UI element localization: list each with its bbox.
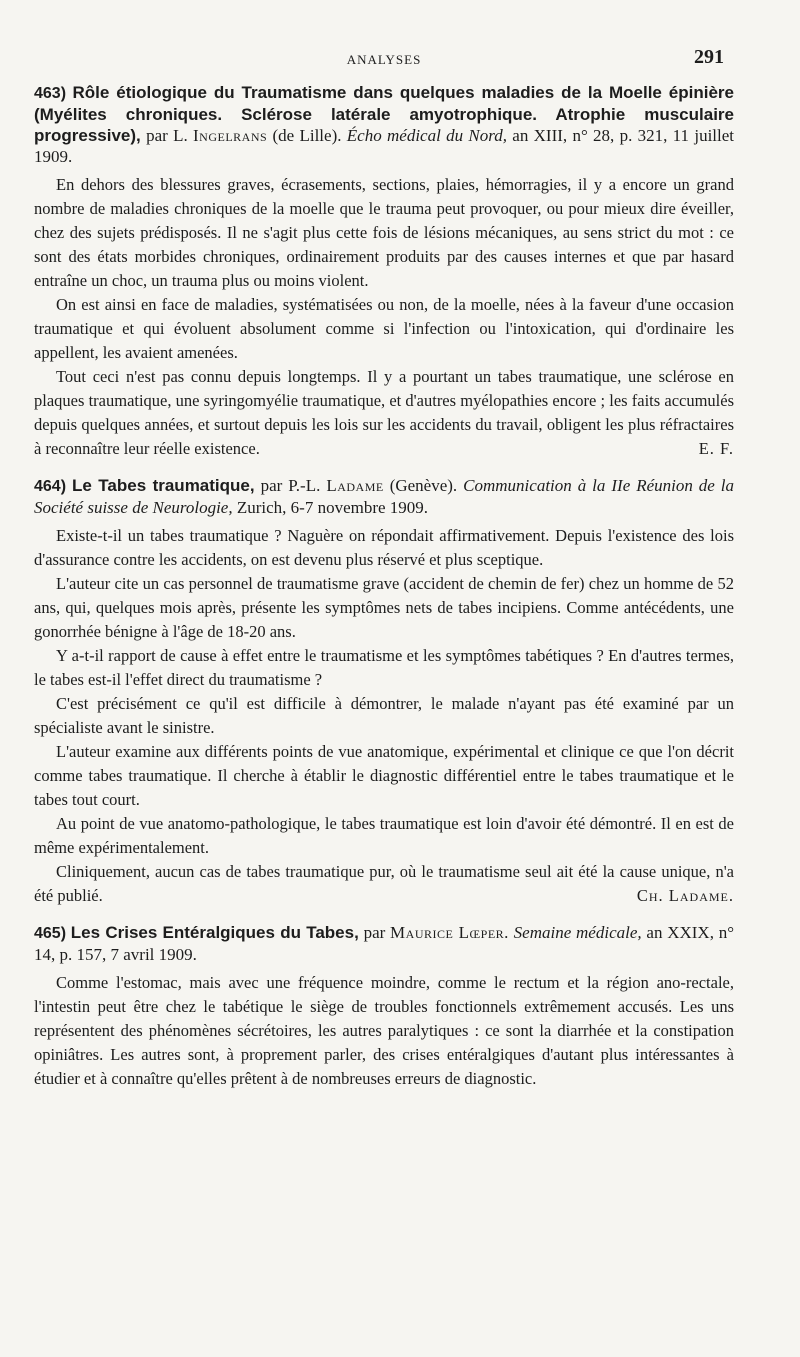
entry-heading [34, 475, 734, 518]
paragraph-text: Cliniquement, aucun cas de tabes traumatique pur, où le traumatisme seul ait été la cause unique, n'a été publié. [34, 862, 734, 905]
entry-number: 463) [34, 85, 67, 102]
entry-title: Rôle étiologique du Traumatisme dans quelques maladies de la Moelle épinière (Myélites chroniques. Sclérose latérale amyotrophique. Atrophie musculaire progressive), [34, 83, 735, 145]
paragraph: Au point de vue anatomo-pathologique, le tabes traumatique est loin d'avoir été démontré. Il en est de même expérimentalement. [34, 814, 734, 857]
paragraph: Y a-t-il rapport de cause à effet entre le traumatisme et les symptômes tabétiques ? En d'autres termes, le tabes est-il l'effet direct du traumatisme ? [34, 646, 734, 689]
running-head [34, 38, 734, 68]
entry-number: 465) [34, 925, 67, 942]
entry-title: Les Crises Entéralgiques du Tabes, [70, 923, 359, 942]
running-title: ANALYSES [346, 52, 422, 67]
entry-465 [34, 922, 734, 1091]
entry-author-place: (de Lille). [272, 126, 342, 145]
entry-by: par [363, 923, 386, 942]
paragraph: En dehors des blessures graves, écrasements, sections, plaies, hémorragies, il y a encore un grand nombre de maladies chroniques de la moelle que le trauma peut provoquer, ou pour mieux dire éveiller, chez des sujets prédisposés. Il ne s'agit plus cette fois de lésions mécaniques, au sens strict du mot : ce sont des états morbides chroniques, ordinairement produits par des causes internes et que par hasard entraîne un choc, un trauma plus ou moins violent. [34, 175, 734, 290]
paragraph: Comme l'estomac, mais avec une fréquence moindre, comme le rectum et la région ano-rectale, l'intestin peut être chez le tabétique le siège de troubles fonctionnels extrêmement accusés. Les uns représentent des phénomènes sécrétoires, les autres paralytiques : ce sont la diarrhée et la constipation opiniâtres. Les autres sont, à proprement parler, des crises entéralgiques d'autant plus intéressantes à étudier et à connaître qu'elles prêtent à de nombreuses erreurs de diagnostic. [34, 973, 734, 1088]
entry-heading [34, 82, 734, 167]
entry-citation: an XXIX, n° 14, p. 157, 7 avril 1909. [34, 923, 735, 964]
entry-by: par L. [146, 126, 188, 145]
entry-title: Le Tabes traumatique, [72, 476, 255, 495]
paragraph: Existe-t-il un tabes traumatique ? Naguère on répondait affirmativement. Depuis l'existence des lois d'assurance contre les accidents, on est devenu plus réservé et plus sceptique. [34, 526, 734, 569]
entry-author: Ingelrans [193, 126, 268, 145]
entry-journal: Semaine médicale, [513, 923, 642, 942]
entry-heading [34, 922, 734, 965]
signature: Ch. Ladame. [636, 886, 734, 905]
paragraph [34, 860, 734, 908]
entry-journal: Communication à la IIe Réunion de la Société suisse de Neurologie, [34, 476, 735, 517]
entry-journal: Écho médical du Nord, [346, 126, 507, 145]
paragraph: L'auteur cite un cas personnel de traumatisme grave (accident de chemin de fer) chez un homme de 52 ans, qui, quelques mois après, présente les symptômes nets de tabes incipiens. Comme antécédents, une gonorrhée bénigne à l'âge de 18-20 ans. [34, 574, 734, 641]
entry-number: 464) [34, 478, 67, 495]
entry-463 [34, 82, 734, 461]
paragraph: On est ainsi en face de maladies, systématisées ou non, de la moelle, nées à la faveur d'une occasion traumatique et qui évoluent absolument comme si l'infection ou l'intoxication, qui d'ordinaire les appellent, les avaient amenées. [34, 295, 734, 362]
entry-citation: an XIII, n° 28, p. 321, 11 juillet 1909. [34, 126, 735, 166]
page-number: 291 [694, 46, 724, 68]
entry-464 [34, 475, 734, 908]
paragraph-text: Tout ceci n'est pas connu depuis longtemps. Il y a pourtant un tabes traumatique, une sclérose en plaques traumatique, une syringomyélie traumatique, et d'autres myélopathies encore ; les faits accumulés depuis quelques années, et surtout depuis les lois sur les accidents du travail, obligent les plus réfractaires à reconnaître leur réelle existence. [34, 367, 734, 458]
entry-author: Maurice Lœper. [390, 923, 509, 942]
page [34, 38, 734, 1091]
signature: E. F. [698, 439, 734, 458]
paragraph: C'est précisément ce qu'il est difficile à démontrer, le malade n'ayant pas été examiné par un spécialiste avant le sinistre. [34, 694, 734, 737]
paragraph [34, 365, 734, 461]
entry-by: par P.-L. [260, 476, 321, 495]
paragraph: L'auteur examine aux différents points de vue anatomique, expérimental et clinique ce que l'on décrit comme tabes traumatique. Il cherche à établir le diagnostic différentiel entre le tabes traumatique et le tabes tout court. [34, 742, 734, 809]
entry-citation: Zurich, 6-7 novembre 1909. [236, 498, 429, 517]
entry-author-place: (Genève). [389, 476, 458, 495]
entry-author: Ladame [326, 476, 384, 495]
